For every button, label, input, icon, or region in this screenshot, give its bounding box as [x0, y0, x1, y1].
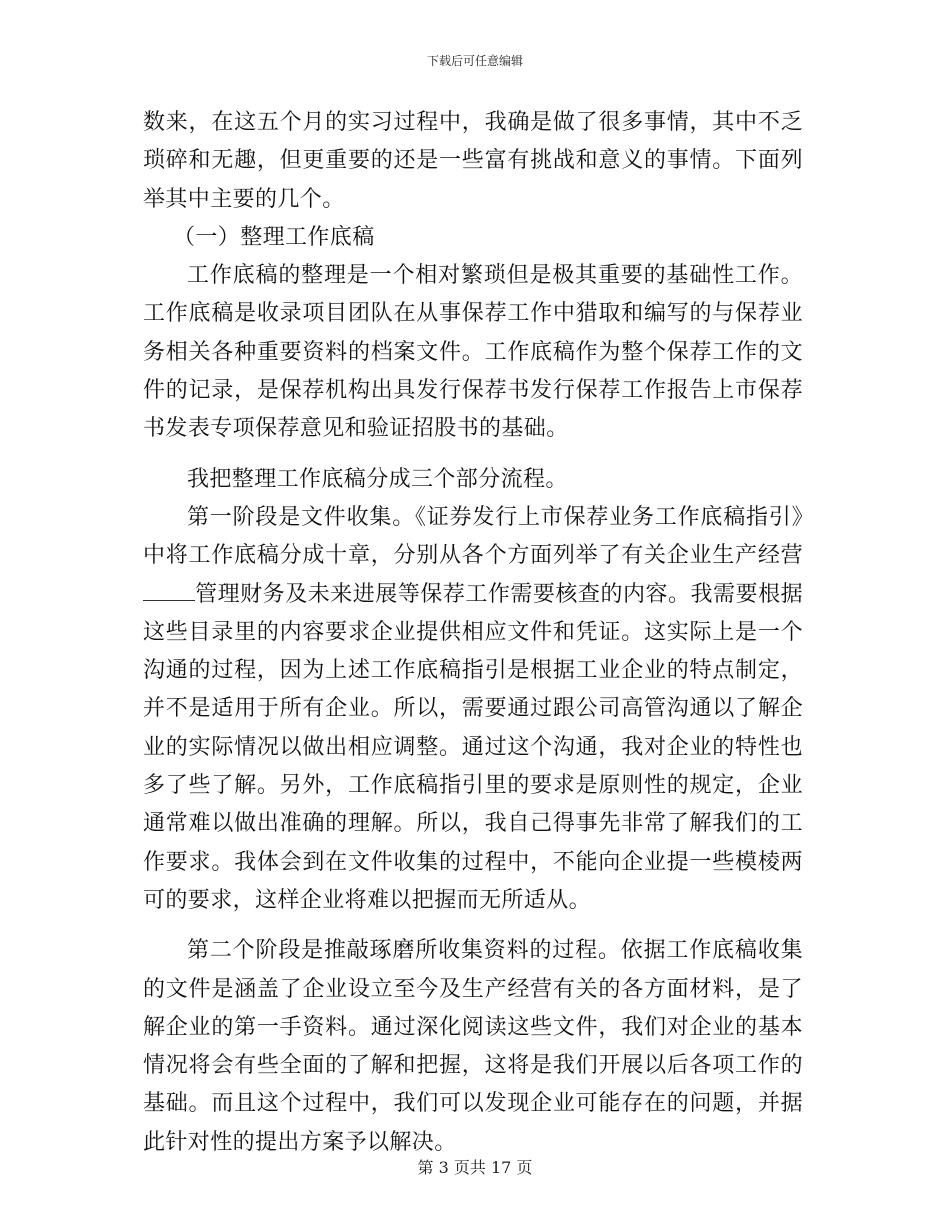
paragraph-stage-one — [143, 499, 803, 920]
paragraph-intro: 数来，在这五个月的实习过程中，我确是做了很多事情，其中不乏琐碎和无趣，但更重要的还是一些富有挑战和意义的事情。下面列举其中主要的几个。 — [143, 110, 803, 212]
paragraph-three-stages: 我把整理工作底稿分成三个部分流程。 — [187, 466, 568, 492]
paragraph-working-papers: 工作底稿的整理是一个相对繁琐但是极其重要的基础性工作。工作底稿是收录项目团队在从事保荐工作中猎取和编写的与保荐业务相关各种重要资料的档案文件。工作底稿作为整个保荐工作的文件的记录，是保荐机构出具发行保荐书发行保荐工作报告上市保荐书发表专项保荐意见和验证招股书的基础。 — [143, 263, 803, 442]
stage-one-text-start: 第一阶段是文件收集。《证券发行上市保荐业务工作底稿指引》中将工作底稿分成十章，分别从各个方面列举了有关企业生产经营 — [143, 504, 803, 569]
stage-one-text-end: 管理财务及未来进展等保荐工作需要核查的内容。我需要根据这些目录里的内容要求企业提供相应文件和凭证。这实际上是一个沟通的过程，因为上述工作底稿指引是根据工业企业的特点制定，并不是适用于所有企业。所以，需要通过跟公司高管沟通以了解企业的实际情况以做出相应调整。通过这个沟通，我对企业的特性也多了些了解。另外，工作底稿指引里的要求是原则性的规定，企业通常难以做出准确的理解。所以，我自己得事先非常了解我们的工作要求。我体会到在文件收集的过程中，不能向企业提一些模棱两可的要求，这样企业将难以把握而无所适从。 — [143, 581, 803, 913]
page-header: 下载后可任意编辑 — [426, 54, 523, 68]
blank-underline — [143, 582, 195, 601]
page-footer: 第 3 页共 17 页 — [417, 1158, 533, 1177]
paragraph-stage-two: 第二个阶段是推敲琢磨所收集资料的过程。依据工作底稿收集的文件是涵盖了企业设立至今及生产经营有关的各方面材料，是了解企业的第一手资料。通过深化阅读这些文件，我们对企业的基本情况将会有些全面的了解和把握，这将是我们开展以后各项工作的基础。而且这个过程中，我们可以发现企业可能存在的问题，并据此针对性的提出方案予以解决。 — [143, 938, 803, 1155]
document-body — [143, 104, 803, 1162]
section-heading: （一）整理工作底稿 — [173, 224, 375, 250]
